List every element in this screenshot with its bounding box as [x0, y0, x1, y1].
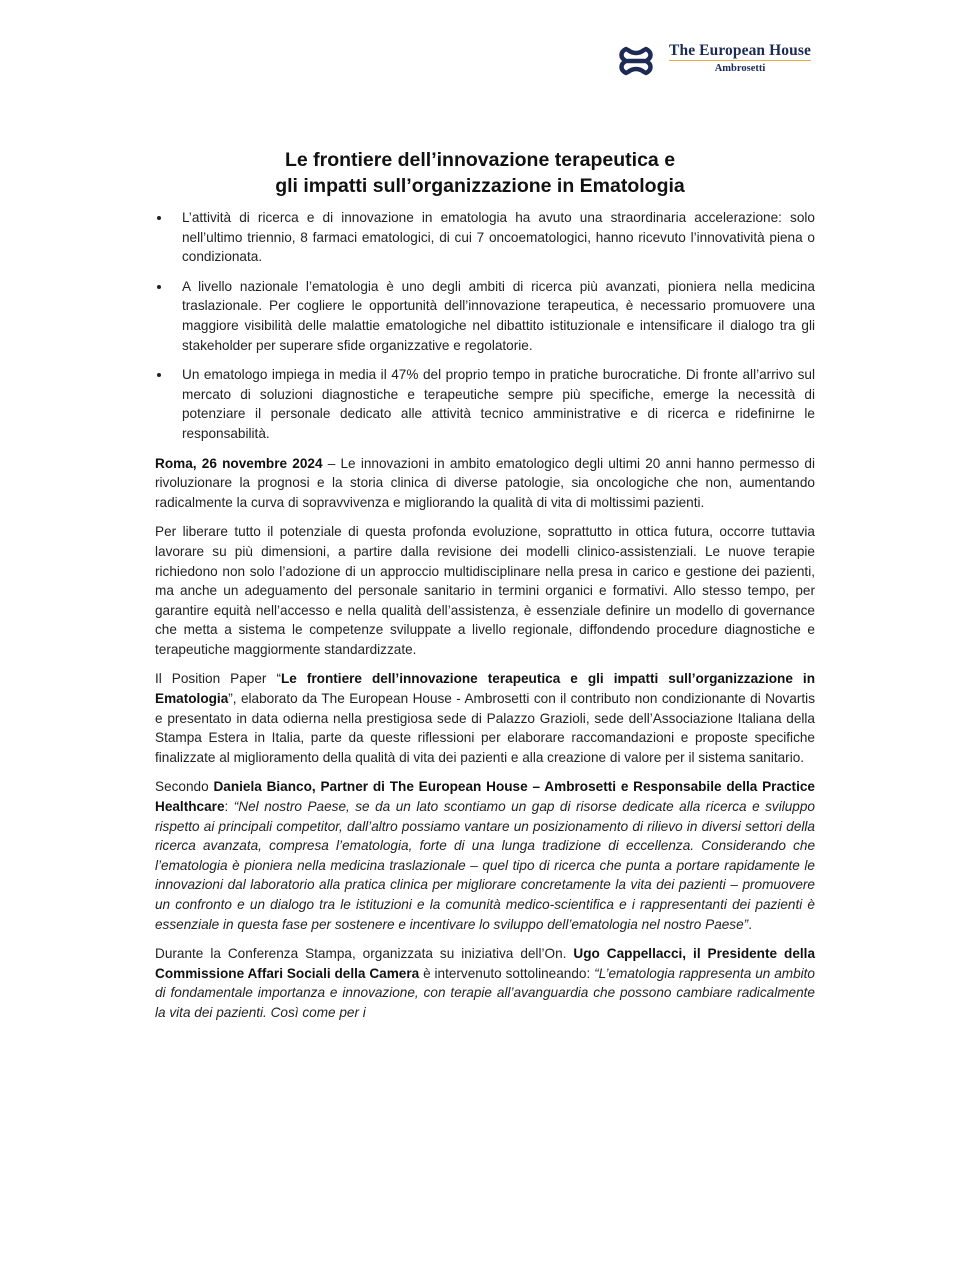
paragraph-quote-bianco: Secondo Daniela Bianco, Partner di The European House – Ambrosetti e Responsabile della Practice Healthcare: “Nel nostro Paese, se da un lato scontiamo un gap di risorse dedicate alla ricerca e sviluppo rispetto ai principali competitor, dall’altro possiamo vantare un posizionamento di rilievo in diversi settori della ricerca avanzata, compresa l’ematologia, forte di una lunga tradizione di eccellenza. Considerando che l’ematologia è pioniera nella medicina traslazionale – quel tipo di ricerca che punta a portare rapidamente le innovazioni dal laboratorio alla pratica clinica per migliorare concretamente la vita dei pazienti – promuovere un confronto e un dialogo tra le istituzioni e la comunità medico-scientifica e i rappresentanti dei pazienti è essenziale in questa fase per sostenere e incentivare lo sviluppo dell’ematologia nel nostro Paese”.: [155, 779, 815, 932]
quote-cappellacci: “L’ematologia rappresenta un ambito di fondamentale importanza e innovazione, con terapie all’avanguardia che possono cambiare radicalmente la vita dei pazienti. Così come per i: [155, 965, 815, 1020]
key-point: L’attività di ricerca e di innovazione in ematologia ha avuto una straordinaria accelerazione: solo nell’ultimo triennio, 8 farmaci ematologici, di cui 7 oncoematologici, hanno ricevuto l’innovatività piena o condizionata.: [155, 208, 815, 267]
speaker-cappellacci: Ugo Cappellacci, il Presidente della Commissione Affari Sociali della Camera: [155, 946, 816, 981]
quote-bianco: “Nel nostro Paese, se da un lato scontiamo un gap di risorse dedicate alla ricerca e sviluppo rispetto ai principali competitor, dall’altro possiamo vantare un posizionamento di rilievo in diversi settori della ricerca avanzata, compresa l’ematologia, forte di una lunga tradizione di eccellenza. Considerando che l’ematologia è pioniera nella medicina traslazionale – quel tipo di ricerca che punta a portare rapidamente le innovazioni dal laboratorio alla pratica clinica per migliorare concretamente la vita dei pazienti – promuovere un confronto e un dialogo tra le istituzioni e la comunità medico-scientifica e i rappresentanti dei pazienti è essenziale in questa fase per sostenere e incentivare lo sviluppo dell’ematologia nel nostro Paese”: [155, 799, 815, 932]
paragraph-quote-cappellacci: Durante la Conferenza Stampa, organizzata su iniziativa dell’On. Ugo Cappellacci, il Presidente della Commissione Affari Sociali della Camera è intervenuto sottolineando: “L’ematologia rappresenta un ambito di fondamentale importanza e innovazione, con terapie all’avanguardia che possono cambiare radicalmente la vita dei pazienti. Così come per i: [155, 946, 816, 1020]
logo-subtitle: Ambrosetti: [714, 63, 766, 74]
key-point: Un ematologo impiega in media il 47% del proprio tempo in pratiche burocratiche. Di fronte all’arrivo sul mercato di soluzioni diagnostiche e terapeutiche sempre più specifiche, emerge la necessità di potenziare il personale dedicato alle attività tecnico amministrative e di ricerca e ridefinirne le responsabilità.: [155, 365, 815, 443]
key-points-list: [155, 208, 815, 444]
ambrosetti-logo-icon: [618, 44, 654, 78]
bullet-icon: [157, 285, 161, 289]
title-line-2: gli impatti sull’organizzazione in Ematologia: [275, 175, 685, 197]
key-point: A livello nazionale l’ematologia è uno degli ambiti di ricerca più avanzati, pioniera nella medicina traslazionale. Per cogliere le opportunità dell’innovazione terapeutica, è necessario promuovere una maggiore visibilità delle malattie ematologiche nel dibattito istituzionale e intensificare il dialogo tra gli stakeholder per superare sfide organizzative e regolatorie.: [155, 277, 815, 355]
bullet-icon: [157, 373, 161, 377]
document-body: [155, 208, 815, 1033]
paragraph-context: Per liberare tutto il potenziale di questa profonda evoluzione, soprattutto in ottica futura, occorre tuttavia lavorare su più dimensioni, a partire dalla revisione dei modelli clinico-assistenziali. Le nuove terapie richiedono non solo l’adozione di un approccio multidisciplinare nella presa in carico e gestione dei pazienti, ma anche un adeguamento del personale sanitario in termini organici e formativi. Allo stesso tempo, per garantire equità nell’accesso e nella qualità dell’assistenza, è essenziale definire un modello di governance che metta a sistema le competenze sviluppate a livello regionale, diffondendo procedure diagnostiche e terapeutiche maggiormente standardizzate.: [155, 524, 815, 657]
paragraph-intro: Roma, 26 novembre 2024 – Le innovazioni in ambito ematologico degli ultimi 20 anni hanno permesso di rivoluzionare la prognosi e la storia clinica di diverse patologie, sia oncologiche che non, aumentando radicalmente la curva di sopravvivenza e migliorando la qualità di vita di moltissimi pazienti.: [155, 455, 815, 510]
title-line-1: Le frontiere dell’innovazione terapeutica e: [284, 149, 676, 171]
document-title: [150, 147, 810, 199]
logo: [618, 42, 823, 82]
dateline: Roma, 26 novembre 2024: [155, 455, 323, 471]
position-paper-title: Le frontiere dell’innovazione terapeutica e gli impatti sull’organizzazione in Ematologia: [155, 671, 815, 707]
bullet-icon: [157, 216, 161, 220]
speaker-bianco: Daniela Bianco, Partner di The European House – Ambrosetti e Responsabile della Practice Healthcare: [155, 779, 815, 815]
logo-name: The European House: [669, 42, 811, 59]
paragraph-position-paper: Il Position Paper “Le frontiere dell’innovazione terapeutica e gli impatti sull’organizzazione in Ematologia”, elaborato da The European House - Ambrosetti con il contributo non condizionante di Novartis e presentato in data odierna nella prestigiosa sede di Palazzo Grazioli, sede dell’Associazione Italiana della Stampa Estera in Italia, parte da queste riflessioni per elaborare raccomandazioni e proposte specifiche finalizzate al miglioramento della qualità di vita dei pazienti e alla creazione di valore per il sistema sanitario.: [155, 671, 815, 765]
